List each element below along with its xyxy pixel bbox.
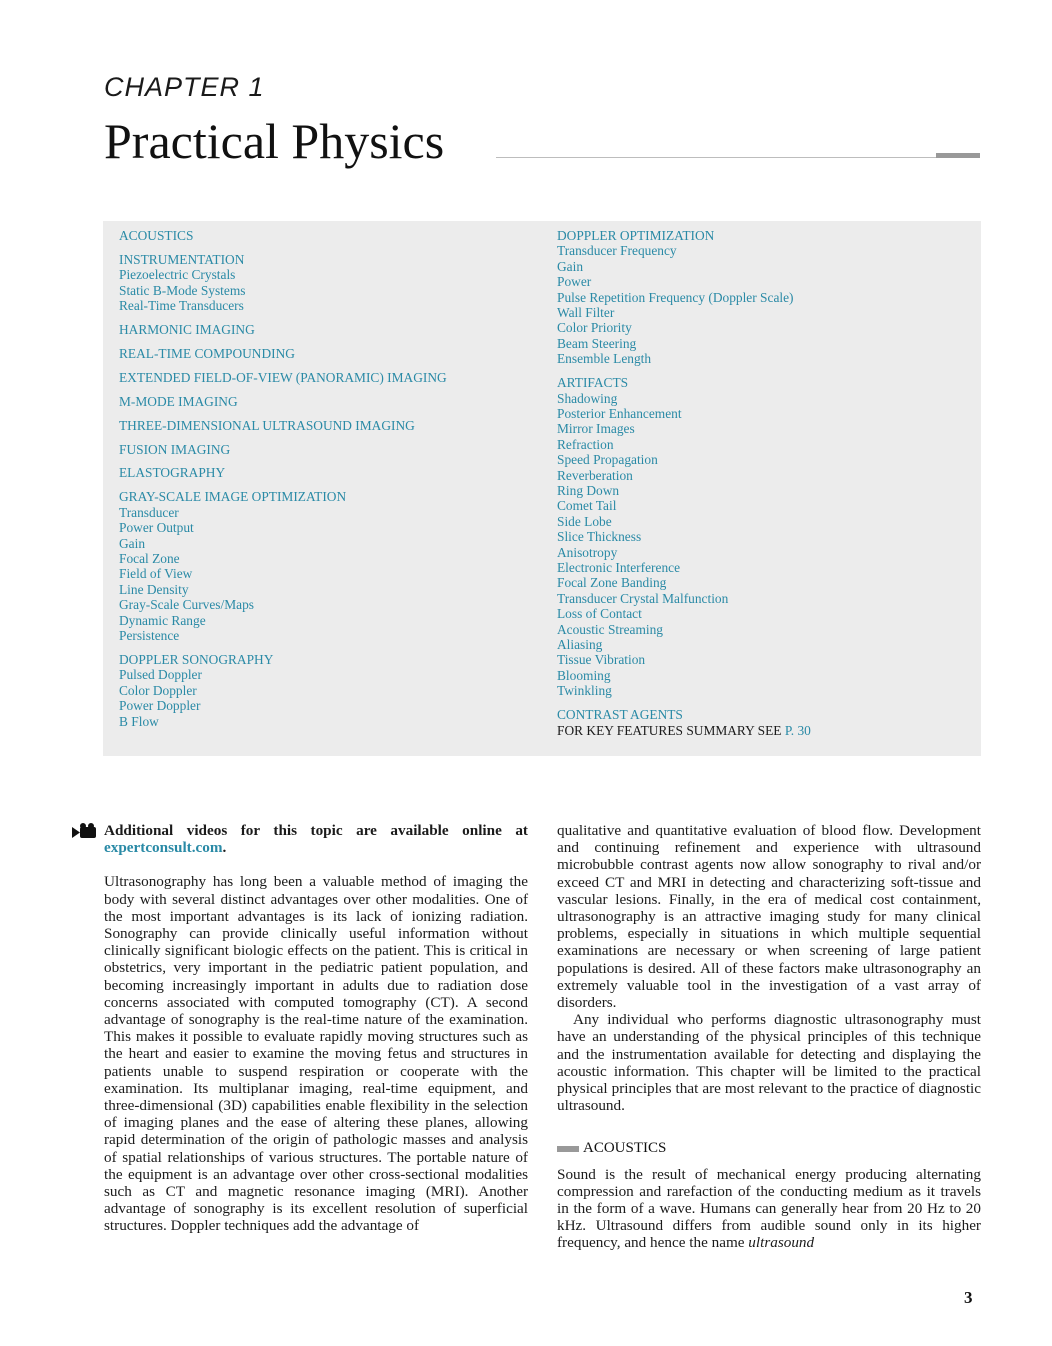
outline-subitem: Reverberation	[557, 467, 633, 483]
outline-subitem: Posterior Enhancement	[557, 405, 682, 421]
outline-subitem: Static B-Mode Systems	[119, 282, 246, 298]
outline-subitem: Persistence	[119, 628, 180, 644]
page-number: 3	[964, 1288, 973, 1307]
outline-subitem: Loss of Contact	[557, 606, 642, 622]
outline-subitem: Power	[557, 274, 592, 290]
key-features-page-link[interactable]: P. 30	[784, 722, 811, 738]
video-note-suffix: .	[222, 839, 227, 857]
outline-subitem: Ensemble Length	[557, 351, 652, 367]
outline-subitem: Transducer Crystal Malfunction	[557, 590, 729, 606]
outline-heading: EXTENDED FIELD-OF-VIEW (PANORAMIC) IMAGING	[119, 369, 447, 385]
section-heading-label: ACOUSTICS	[583, 1140, 667, 1157]
outline-subitem: Real-Time Transducers	[119, 298, 244, 314]
video-note-text: Additional videos for this topic are available online at	[104, 822, 528, 839]
outline-subitem: Electronic Interference	[557, 560, 681, 576]
outline-subitem: Pulse Repetition Frequency (Doppler Scale)	[557, 289, 794, 305]
outline-heading: REAL-TIME COMPOUNDING	[119, 345, 295, 361]
outline-heading: DOPPLER OPTIMIZATION	[557, 228, 715, 243]
outline-subitem: Shadowing	[557, 390, 618, 406]
outline-heading: DOPPLER SONOGRAPHY	[119, 651, 274, 667]
outline-heading: FUSION IMAGING	[119, 441, 231, 457]
outline-subitem: Power Doppler	[119, 698, 201, 714]
outline-subitem: Focal Zone Banding	[557, 575, 667, 591]
heading-marker	[557, 1146, 579, 1152]
outline-subitem: Aliasing	[557, 637, 603, 653]
outline-subitem: Color Doppler	[119, 682, 197, 698]
outline-subitem: Gain	[119, 535, 146, 551]
outline-subitem: Dynamic Range	[119, 612, 206, 628]
outline-heading: M-MODE IMAGING	[119, 393, 238, 409]
outline-heading: ARTIFACTS	[557, 375, 629, 391]
body-left-column	[104, 822, 528, 1235]
outline-heading: THREE-DIMENSIONAL ULTRASOUND IMAGING	[119, 417, 415, 433]
outline-subitem: B Flow	[119, 713, 159, 729]
body-paragraph: Any individual who performs diagnostic ultrasonography must have an understanding of the physical principles of this technique and the instrumentation available for detecting and displaying the acoustic information. This chapter will be limited to the practical physical principles that are most relevant to the practice of diagnostic ultrasound.	[557, 1011, 981, 1115]
outline-subitem: Twinkling	[557, 683, 612, 699]
body-paragraph-italic: ultrasound	[748, 1234, 815, 1252]
outline-heading: CONTRAST AGENTS	[557, 707, 683, 723]
outline-subitem: Anisotropy	[557, 544, 618, 560]
body-paragraph-text: Sound is the result of mechanical energy producing alternating compression and rarefaction of the conducting medium as it travels in the form of a wave. Humans can generally hear from 20 Hz to 20 kHz. Ultrasound differs from audible sound only in its higher frequency, and hence the name	[557, 1165, 981, 1252]
outline-heading: ELASTOGRAPHY	[119, 465, 226, 481]
outline-subitem: Gray-Scale Curves/Maps	[119, 597, 254, 613]
chapter-label: CHAPTER 1	[104, 72, 265, 102]
outline-heading: HARMONIC IMAGING	[119, 322, 255, 338]
video-note	[104, 822, 528, 856]
outline-subitem: Wall Filter	[557, 305, 615, 321]
title-rule	[496, 157, 980, 158]
outline-subitem: Color Priority	[557, 320, 632, 336]
outline-subitem: Power Output	[119, 520, 194, 536]
outline-left-column	[119, 228, 519, 729]
outline-subitem: Speed Propagation	[557, 452, 658, 468]
outline-right-column	[557, 228, 967, 738]
outline-heading: ACOUSTICS	[119, 228, 194, 243]
outline-subitem: Focal Zone	[119, 551, 180, 566]
outline-subitem: Pulsed Doppler	[119, 667, 202, 683]
outline-subitem: Ring Down	[557, 483, 620, 498]
outline-subitem: Side Lobe	[557, 513, 612, 529]
outline-subitem: Transducer	[119, 504, 179, 520]
outline-subitem: Piezoelectric Crystals	[119, 267, 236, 283]
outline-heading: GRAY-SCALE IMAGE OPTIMIZATION	[119, 489, 347, 505]
outline-subitem: Field of View	[119, 566, 193, 582]
outline-subitem: Slice Thickness	[557, 529, 642, 545]
outline-subitem: Blooming	[557, 667, 611, 683]
title-accent-bar	[936, 153, 980, 158]
key-features-text: FOR KEY FEATURES SUMMARY SEE	[557, 722, 785, 738]
expertconsult-link[interactable]: expertconsult.com	[104, 839, 223, 857]
outline-subitem: Line Density	[119, 581, 189, 597]
outline-subitem: Transducer Frequency	[557, 243, 677, 259]
key-features-note	[557, 723, 967, 738]
body-paragraph: Ultrasonography has long been a valuable method of imaging the body with several distinct advantages over other modalities. One of the most important advantages is its lack of ionizing radiation. Sonography can provide clinically useful information without clinically significant biologic effects on the patient. This is critical in obstetrics, very important in the pediatric patient population, and becoming increasingly important in adults due to radiation dose concerns associated with computed tomography (CT). A second advantage of sonography is the real-time nature of the examination. This makes it possible to evaluate rapidly moving structures such as the heart and easier to examine the moving fetus and structures in patients unable to suspend respiration or cooperate with the examination. Its multiplanar imaging, real-time equipment, and three-dimensional (3D) capabilities enable flexibility in the selection of imaging planes and the ease of altering these planes, allowing rapid determination of the origin of pathologic masses and analysis of spatial relationships of various structures. The portable nature of the equipment is an advantage over other cross-sectional modalities such as CT and magnetic resonance imaging (MRI). Another advantage of sonography is its excellent resolution of superficial structures. Doppler techniques add the advantage of	[104, 873, 528, 1235]
outline-subitem: Refraction	[557, 436, 614, 452]
outline-subitem: Tissue Vibration	[557, 652, 646, 668]
outline-heading: INSTRUMENTATION	[119, 251, 245, 267]
outline-subitem: Mirror Images	[557, 421, 635, 437]
outline-subitem: Acoustic Streaming	[557, 621, 663, 637]
section-heading	[557, 1140, 981, 1157]
chapter-outline	[103, 221, 981, 756]
body-paragraph	[557, 1166, 981, 1252]
body-right-column	[557, 822, 981, 1252]
page-title: Practical Physics	[104, 113, 445, 169]
outline-subitem: Comet Tail	[557, 498, 617, 514]
outline-subitem: Gain	[557, 258, 584, 274]
body-paragraph: qualitative and quantitative evaluation of blood flow. Development and continuing refinement and experience with ultrasound microbubble contrast agents now allow sonography to rival and/or exceed CT and MRI in detecting and characterizing soft-tissue and vascular lesions. Finally, in the era of medical cost containment, ultrasonography is an attractive imaging study for many clinical problems, especially in situations in which multiple sequential examinations are necessary or when screening of large patient populations is desired. All of these factors make ultrasonography an extremely valuable tool in the investigation of a vast array of disorders.	[557, 822, 981, 1012]
outline-subitem: Beam Steering	[557, 335, 637, 351]
video-camera-icon	[71, 823, 99, 841]
